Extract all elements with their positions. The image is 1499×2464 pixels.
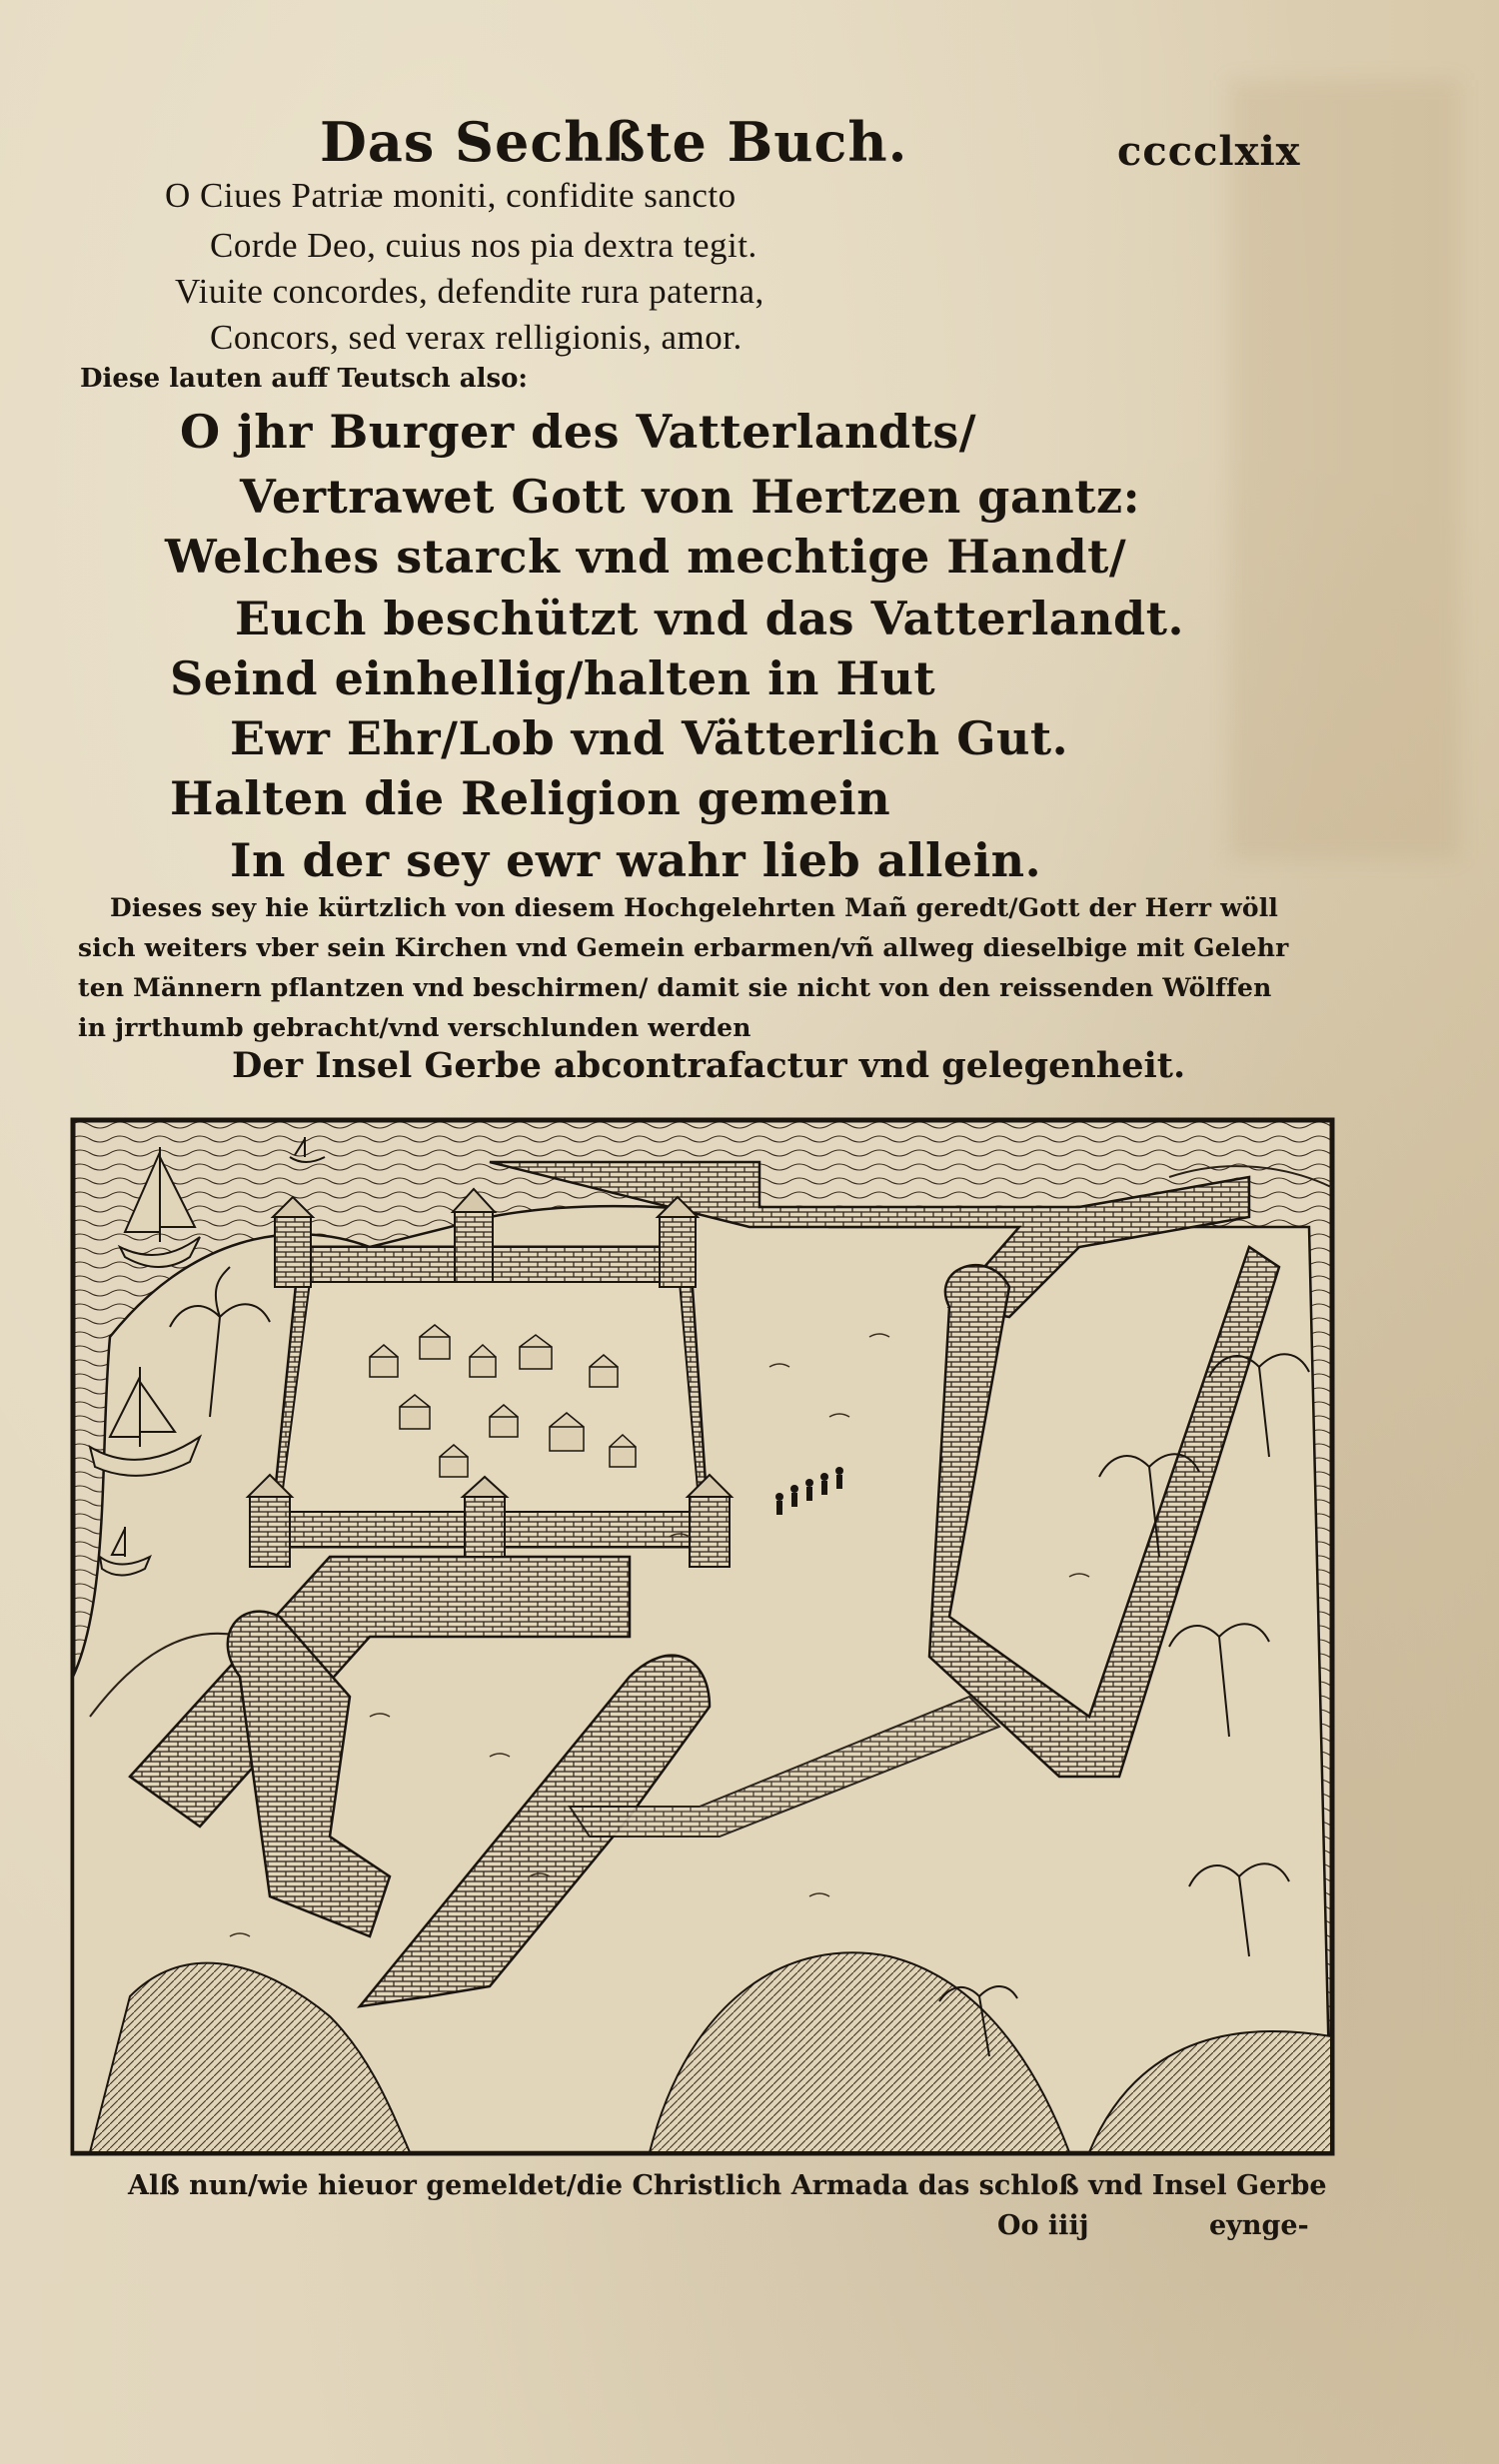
latin-verse-line: Corde Deo, cuius nos pia dextra tegit. [210, 226, 757, 265]
german-verse-line: Euch beschützt vnd das Vatterlandt. [235, 592, 1184, 645]
latin-verse-line: Concors, sed verax relligionis, amor. [210, 318, 743, 357]
german-verse-line: Ewr Ehr/Lob vnd Vätterlich Gut. [230, 711, 1069, 765]
woodcut-map-illustration [70, 1117, 1335, 2156]
illustration-caption: Der Insel Gerbe abcontrafactur vnd gelegenheit. [232, 1045, 1186, 1086]
prose-line: sich weiters vber sein Kirchen vnd Gemein erbarmen/vñ allweg dieselbige mit Gelehr [78, 933, 1289, 962]
signature-mark: Oo iiij [997, 2210, 1089, 2241]
prose-line: in jrrthumb gebracht/vnd verschlunden werden [78, 1013, 751, 1042]
latin-verse-line: Viuite concordes, defendite rura paterna, [175, 272, 764, 311]
prose-line: Dieses sey hie kürtzlich von diesem Hochgelehrten Mañ geredt/Gott der Herr wöll [110, 893, 1279, 922]
german-verse-line: In der sey ewr wahr lieb allein. [230, 833, 1042, 887]
paper-bleed-stain [1229, 80, 1459, 859]
german-verse-line: O jhr Burger des Vatterlandts/ [180, 405, 977, 459]
catchword: eynge- [1209, 2210, 1309, 2241]
prose-line: ten Männern pflantzen vnd beschirmen/ damit sie nicht von den reissenden Wölffen [78, 973, 1272, 1002]
german-verse-line: Welches starck vnd mechtige Handt/ [165, 530, 1127, 584]
latin-verse-line: O Ciues Patriæ moniti, confidite sancto [165, 176, 737, 215]
intro-line: Diese lauten auff Teutsch also: [80, 364, 529, 394]
running-header: Das Sechßte Buch. [320, 110, 908, 174]
german-verse-line: Seind einhellig/halten in Hut [170, 651, 936, 705]
german-verse-line: Halten die Religion gemein [170, 771, 891, 825]
continuation-text-line: Alß nun/wie hieuor gemeldet/die Christlich Armada das schloß vnd Insel Gerbe [128, 2170, 1327, 2201]
german-verse-line: Vertrawet Gott von Hertzen gantz: [240, 470, 1141, 524]
folio-number: cccclxix [1117, 128, 1301, 175]
